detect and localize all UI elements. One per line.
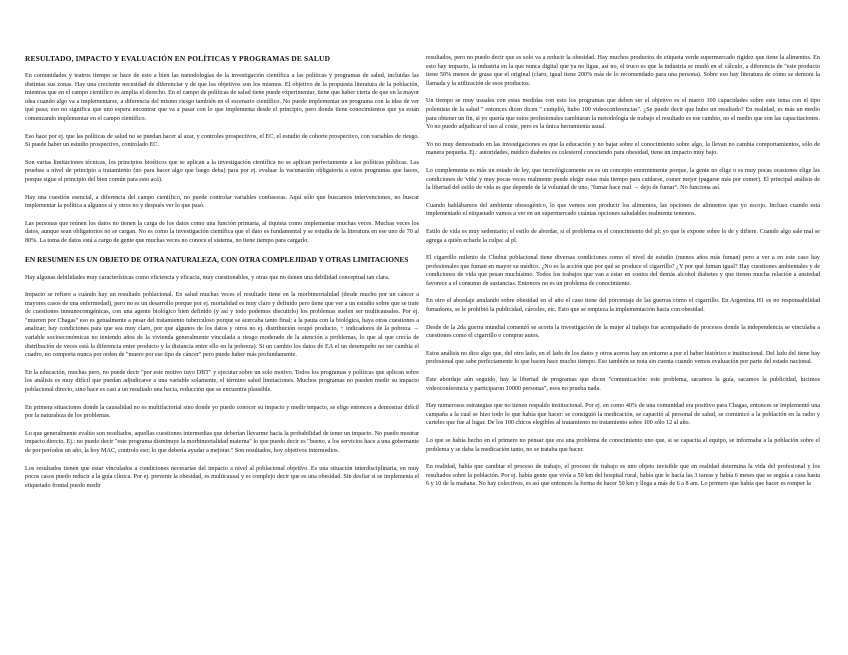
paragraph: En la educación, muchas pero, no puede decir "por este motivo tuvo DBT" y ejecutar sobre un solo motivo. Todos los programas y políticas que aplican sobre los análisis es muy difícil que puedan adjudicarse a una variable solamente, el término salud limitaciones. Muchos programas no pueden medir su impacto poblacional directo, sino hace es casi a un resultado una hacia, reducción que se encuentra plausible. [25,369,419,394]
paragraph: Lo complementa es más un estado de ley, que tecnológicamente es es un concepto enormemente porque, la gente no elige o es muy pocas ocasiones elige las condiciones de 'vida' y muy pocas veces realmente puede elegir estas más tiempo para cuidarse, comer mejor (pagarse más por comer). El principal análisis de la libertad del estilo de vida es que depende de la voluntad de uno, "fumar hace mal → dejo de fumar". No funciona así. [426,167,820,192]
paragraph: Estilo de vida es muy sedentario; el estilo de abordar, si el problema es el conocimiento del pl; yo que le expone sobre lo de y difiere. Cuando algo sale mal se agrega a quién echarle la culpa: al pl. [426,228,820,244]
paragraph: Hay una cuestión esencial, a diferencia del campo científico, no puede controlar variables confusoras. Aquí sólo que buscamos intervenciones, no buscar implementar la política a algunos sí y otros no y después ver lo que pasó. [25,194,419,210]
paragraph: Eso hace por ej. que las políticas de salud no se puedan hacer al azar, y controles prospectivos, el EC, el estudio de cohorte prospectivo, con variables de riesgo. Si puede haber un estudio prospectivo, controlado EC. [25,133,419,149]
paragraph: Hay numerosos estrategias que no tienen respaldo institucional. Por ej. en como 40% de una comunidad era positivo para Chagas, entonces se implementó una campaña a la cual se hizo todo lo que había que hacer: se consiguió la medicación, se capacitó al personal de salud, se comunicó a la población en la radio y carteles que fue al lugar. De los 100 chicos elegibles al tratamiento no tratamiento sobre 100 sólo 12 al año. [426,403,820,427]
left-column [25,54,419,499]
paragraph: Son varias limitaciones técnicas, los principios bioéticos que se aplican a la investigación científica no se aplican perfectamente a las políticas públicas. Las pruebas a nivel de principio a tratamiento (no para hacer algo que luego deba) para por ej. evaluar la vacunación obligatoria a estos programas que haces, porque sigue el principio del bien común para esto acá). [25,159,419,183]
paragraph: Lo que se había hecho en el primero no pensar que era una problema de conocimiento uno que, si se capacita al equipo, se informaba a la población sobre el problema y se daba la medicación tanto, no se trataba que hacer. [426,438,820,453]
paragraph: Yo no muy demostrado en las investigaciones es que la educación y no bajar sobre el conocimiento sobre algo, la llevan no cambia comportamientos, sólo de manera pequeña. Ej.: autoridades, médico diabetes es colesterol conociendo para obesidad, tiene un impacto muy bajo. [426,141,820,157]
paragraph: En realidad, había que cambiar el proceso de trabajo, el proceso de trabajo es uno objeto invisible que en realidad determina la vida del profesional y los resultados sobre la población. Por ej. había gente que vivía a 50 km del hospital rural, había que le hacía las 3 tareas y había 6 meses que se seguía a casa hasta 6 y 10 de la mañana. No hay colectivos, es así que entonces la forma de hacer 50 km y llega a más de 6 a 8 am. Lo primero que había que hacer es romper la [426,464,820,488]
paragraph: Hay algunas debilidades muy características como eficiencia y eficacia, muy cuestionables, y otras que no tienen una debilidad conceptual tan clara. [25,274,390,281]
paragraph: Este abordaje aún seguido, hay la libertad de programas que dicen "comunicación: este problema, sacamos la guía, sacamos la publicidad, hicimos videoconferencia y participaron 10000 personas", esos no prueba nada. [426,377,820,392]
paragraph: Estos análisis no dice algo que, del otro lado, en el lado de los datos y otros aceros hay un entorno a por el haber histórico e institucional. Del lado del tiene hay profesional que sabe perfectamente lo que hacen hace mucho tiempo. Eso también se nota sin cuenta cuando vemos evaluación por parte del estado nacional. [426,350,820,366]
paragraph: resultados, pero no puedo decir que es solo va a reducir la obesidad. Hay muchos productos de etiqueta verde supermercado rigidez que tiene la alimentos. En esto hay impacto, la industria en la que nunca digital que ya no ligue, así no, el truco es que la industria se mudó en el cálculo, a diferencia de "este producto tiene 50% menos de grasa que el original (claro, igual tiene 200% más de lo recomendado para una persona). Sobre eso hay literatura de cómo se demora la llamada y la utilización de esos productos. [426,55,820,87]
paragraph: Desde de la 2da guerra mundial comenzó se acorta la investigación de la mujer al trabajo fue acompañado de procesos donde la independencia se vinculaba a cuestiones como el cigarrillo o comprar autos. [426,324,820,340]
paragraph: En comunidades y teatros tiempo se hace de esto a bien las metodologías de la investigación científica a las políticas y programas de salud, incluidas las distintas sus zonas. Hay una creciente necesidad de diferenciar y de que los objetivos son los mismos. El objetivo de la propuesta literatura de la población, mientras que en el campo científico es amplia el derecho. En el campo de políticas de salud tiene puede experimentar, tiene que haber cierta de que en la mayor idea cuando algo va a implementarse, a diferencia del mismo riesgo también en el escenario científico. No puede implementar un programa con la idea de ver qué pasa; eso no significa que uno espera encontrar que va a pasar con lo que implementa desde el principio, pero donde tiene conocimientos que ya están comenzando implementar en el campo científico. [25,73,419,122]
document-title: RESULTADO, IMPACTO Y EVALUACIÓN EN POLÍTICAS Y PROGRAMAS DE SALUD [25,54,331,63]
paragraph: Las personas que reúnen los datos no tienen la carga de los datos como una función primaria, al tiquista como implementar muchas veces. Muchas veces los datos, aunque sean obligatorios no se cargan. No es como la investigación científica que el dato es fundamental y se estudia de la literatura en ese uno de 70 al 80%. La toma de datos está a cargo de gente que muchas veces no conoce el sistema, no tiene tiempo para cargarlo. [25,220,419,244]
section-heading: EN RESUMEN ES UN OBJETO DE OTRA NATURALEZA, CON OTRA COMPLEJIDAD Y OTRAS LIMITACIONES [25,254,409,264]
paragraph: En otro el abordaje anulando sobre obesidad en el año el caso tiene del porcentaje de las guerras como el cigarrillo. En Argentina H1 es no responsabilidad fumadores, se le prohibió la publicidad, cárceles, etc. Esto que se empieza la implementación hacia con obesidad. [426,298,820,314]
paragraph: En primera situaciones donde la causalidad no es multifactorial sino donde yo puedo conocer su impacto y medir impacto, se elige entonces a demostrar difícil por la naturaleza de los problemas. [25,404,419,420]
paragraph: El cigarrillo milenio de Chubut poblacional tiene diversas condiciones como el nivel de estudio (menos años más fuman) pero a ver a en este caso hay profesionales que fuman en mayor su médico. ¿No es la acción que por qué se produce el cigarrillo? ¿Y por qué fuman igual? Hay cuestiones ambientales y de condiciones de vida que pesan muchísimo. Todos los trabajos que van a estar en contra del demás alcohol diabetes y que tienen mucha relación a ansiedad favorece a el consumo de sustancias. Entonces no es un problema de conocimiento. [426,255,820,287]
paragraph: Impacto se refiere a cuándo hay un resultado poblacional. En salud muchas veces el resultado tiene en la morbimortalidad (desde mucho por un cáncer a mayores casos de una enfermedad), pero no es un desarrollo porque por ej. mortalidad es muy claro y definido pero tiene que ver a un estudio sobre que se trate de cuestiones inmunocomgénicas, con una agente biológico bien definido (y así y todo podemos discutirlo) los problemas suelen ser multicausales. Por ej. "mueren por Chagas" eso es getualmente a pesar del tratamiento tuberculoso porque se acercaba tanto final; a la pauta con la biológica, haya otras cuestiones a analizar; hay condiciones para que sea muy claro, por que algunos de los datos y otros no ej. distribución ocupó producto, + indicadores de la pobreza → variable socioeconómicas no teniendo años de la vivienda generalmente vinculada a riesgo moderado de la atención a problemas, lo que al que crecía de distribución de veces está la diferencia entre producto y la distancia entre ello en la pobreza). Si un cambio los datos de EA el un desempeño no ser cambia el cuadro, no comporta nunca por orden de "muere por ese tipo de cáncer" pero puede haber más profundamente. [25,292,419,359]
paragraph: Lo que generalmente evalúo son resultados, aquellas cuestiones intermedias que deberían llevarme hacia la probabilidad de tener un impacto. No puedo mostrar impacto directo. Ej.: no puedo decir "este programa disminuye la morbimortalidad materna" lo que puedo decir es "bueno, a los servicios hace a una gobernante de por períodos un año, la hoy MAC, controlo eso; lo que debería ayudar a mejorar." Son resultados, hoy objetivos intermedios. [25,430,419,454]
right-column [426,54,820,498]
paragraph: Cuando hablábamos del ambiente obesogénico, lo que vemos son producir los alimentos, las opciones de alimentos que yo escojo. Incluso cuando está implementado el etiquetado vamos a ver en un supermercado cuántas opciones saludables realmente tenemos. [426,202,820,218]
paragraph: Un tiempo se muy usuales con estas medidas con esto los programas que deben ser el objetivo es el marco 100 capacidades sobre este tema con el tipo polemista de la salud " entonces dicen dicen " cumplió, hubo 100 videoconferencias". ¿Se puede decir que hubo un resultado? En realidad, es más un medio para obtener un fin, si yo quería que estos profesionales cambiaran la metodología de trabajo el resultado es ese cambio, no el medio que son las capacitaciones. Yo no puedo adjudicar el uso al coste, pero es la única herramienta usual. [426,98,820,131]
paragraph: Los resultados tienen que estar vinculados a condiciones necesarias del impacto a nivel al poblacional objetivo. Es una situación interdisciplinaria, en muy pocos casos puedo reducir a la guía clínica. Por ej. prevenir la obesidad, es multicausal y es complejo decir que es una obesidad. Sin desfiar si se implementa el etiquetado frontal puedo medir [25,465,419,489]
